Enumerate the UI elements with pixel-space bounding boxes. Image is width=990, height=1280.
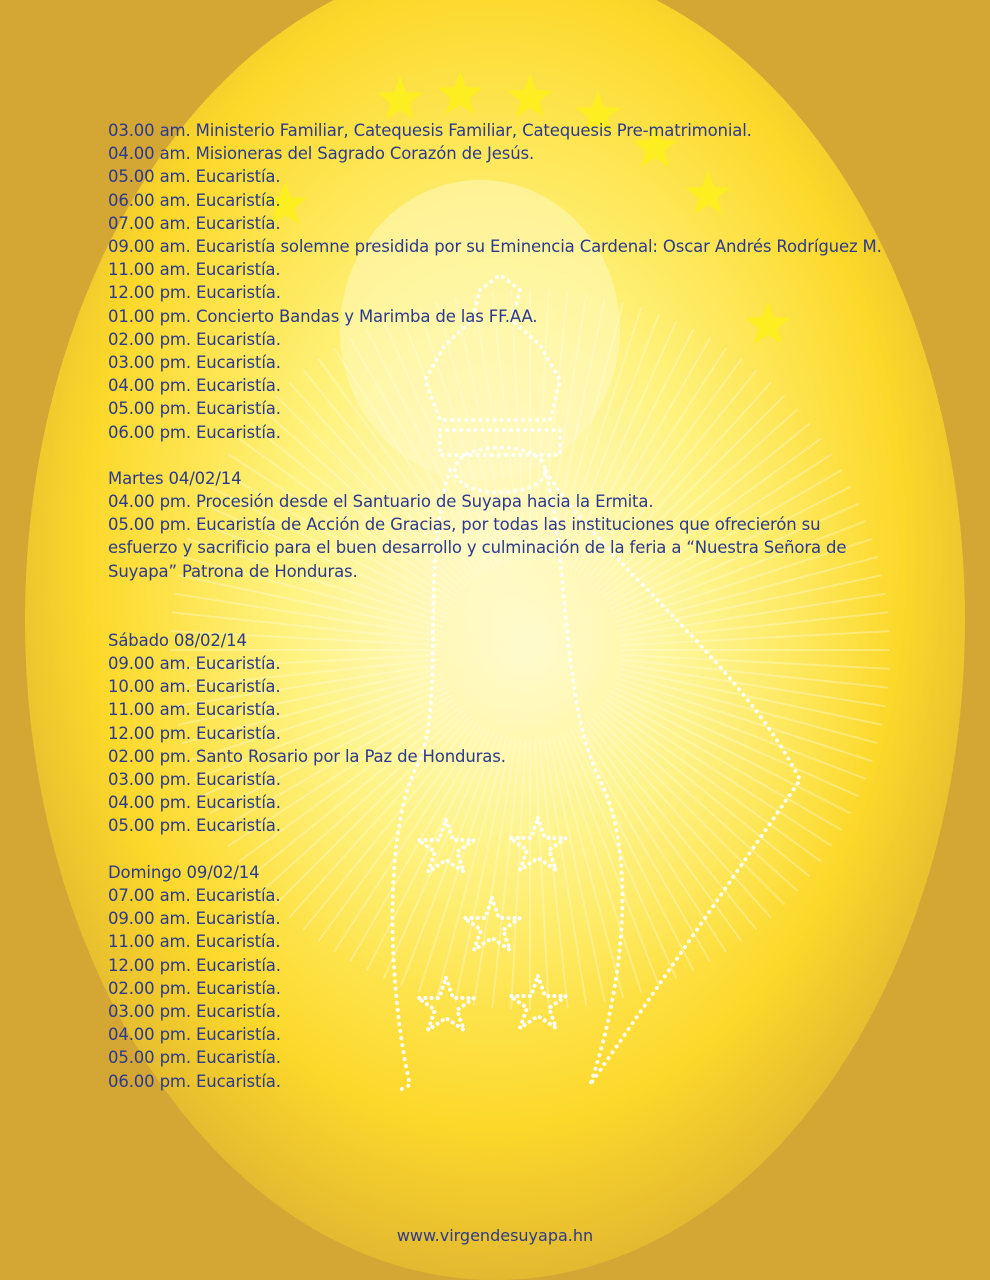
schedule-entry: 04.00 am. Misioneras del Sagrado Corazón de Jesús.	[108, 144, 535, 164]
day-heading: Domingo 09/02/14	[108, 862, 260, 882]
section-spacer	[108, 583, 908, 629]
schedule-entry: 12.00 pm. Eucaristía.	[108, 283, 281, 303]
day-heading: Sábado 08/02/14	[108, 630, 247, 650]
schedule-entry: 02.00 pm. Santo Rosario por la Paz de Honduras.	[108, 746, 506, 766]
schedule-text	[108, 119, 908, 1093]
schedule-entry: 05.00 am. Eucaristía.	[108, 167, 281, 187]
schedule-entry: 12.00 pm. Eucaristía.	[108, 955, 281, 975]
schedule-entry: 11.00 am. Eucaristía.	[108, 260, 281, 280]
schedule-entry: 02.00 pm. Eucaristía.	[108, 329, 281, 349]
schedule-entry: 05.00 pm. Eucaristía.	[108, 399, 281, 419]
schedule-entry: 06.00 pm. Eucaristía.	[108, 1071, 281, 1091]
schedule-entry: 05.00 pm. Eucaristía.	[108, 1048, 281, 1068]
schedule-entry: 04.00 pm. Eucaristía.	[108, 1025, 281, 1045]
schedule-entry: 11.00 am. Eucaristía.	[108, 700, 281, 720]
schedule-entry: 06.00 pm. Eucaristía.	[108, 422, 281, 442]
schedule-entry: 11.00 am. Eucaristía.	[108, 932, 281, 952]
schedule-entry: 05.00 pm. Eucaristía de Acción de Gracias, por todas las instituciones que ofrecierón su esfuerzo y sacrificio para el buen desarrollo y culminación de la feria a “Nuestra Señora de Suyapa” Patrona de Honduras.	[108, 515, 847, 581]
website-url: www.virgendesuyapa.hn	[396, 1226, 594, 1245]
schedule-entry: 06.00 am. Eucaristía.	[108, 190, 281, 210]
schedule-entry: 09.00 am. Eucaristía solemne presidida por su Eminencia Cardenal: Oscar Andrés Rodríguez M.	[108, 237, 882, 257]
schedule-entry: 07.00 am. Eucaristía.	[108, 213, 281, 233]
day-heading: Martes 04/02/14	[108, 468, 242, 488]
schedule-entry: 03.00 pm. Eucaristía.	[108, 1001, 281, 1021]
schedule-entry: 04.00 pm. Eucaristía.	[108, 793, 281, 813]
schedule-entry: 03.00 pm. Eucaristía.	[108, 353, 281, 373]
section-spacer	[108, 444, 908, 467]
schedule-entry: 07.00 am. Eucaristía.	[108, 885, 281, 905]
schedule-entry: 03.00 pm. Eucaristía.	[108, 770, 281, 790]
schedule-entry: 04.00 pm. Eucaristía.	[108, 376, 281, 396]
schedule-entry: 02.00 pm. Eucaristía.	[108, 978, 281, 998]
schedule-entry: 01.00 pm. Concierto Bandas y Marimba de las FF.AA.	[108, 306, 538, 326]
section-spacer	[108, 838, 908, 861]
schedule-entry: 04.00 pm. Procesión desde el Santuario de Suyapa hacia la Ermita.	[108, 492, 654, 512]
schedule-entry: 12.00 pm. Eucaristía.	[108, 723, 281, 743]
schedule-entry: 09.00 am. Eucaristía.	[108, 654, 281, 674]
schedule-entry: 09.00 am. Eucaristía.	[108, 909, 281, 929]
schedule-entry: 10.00 am. Eucaristía.	[108, 677, 281, 697]
schedule-entry: 03.00 am. Ministerio Familiar, Catequesis Familiar, Catequesis Pre-matrimonial.	[108, 121, 752, 140]
schedule-entry: 05.00 pm. Eucaristía.	[108, 816, 281, 836]
